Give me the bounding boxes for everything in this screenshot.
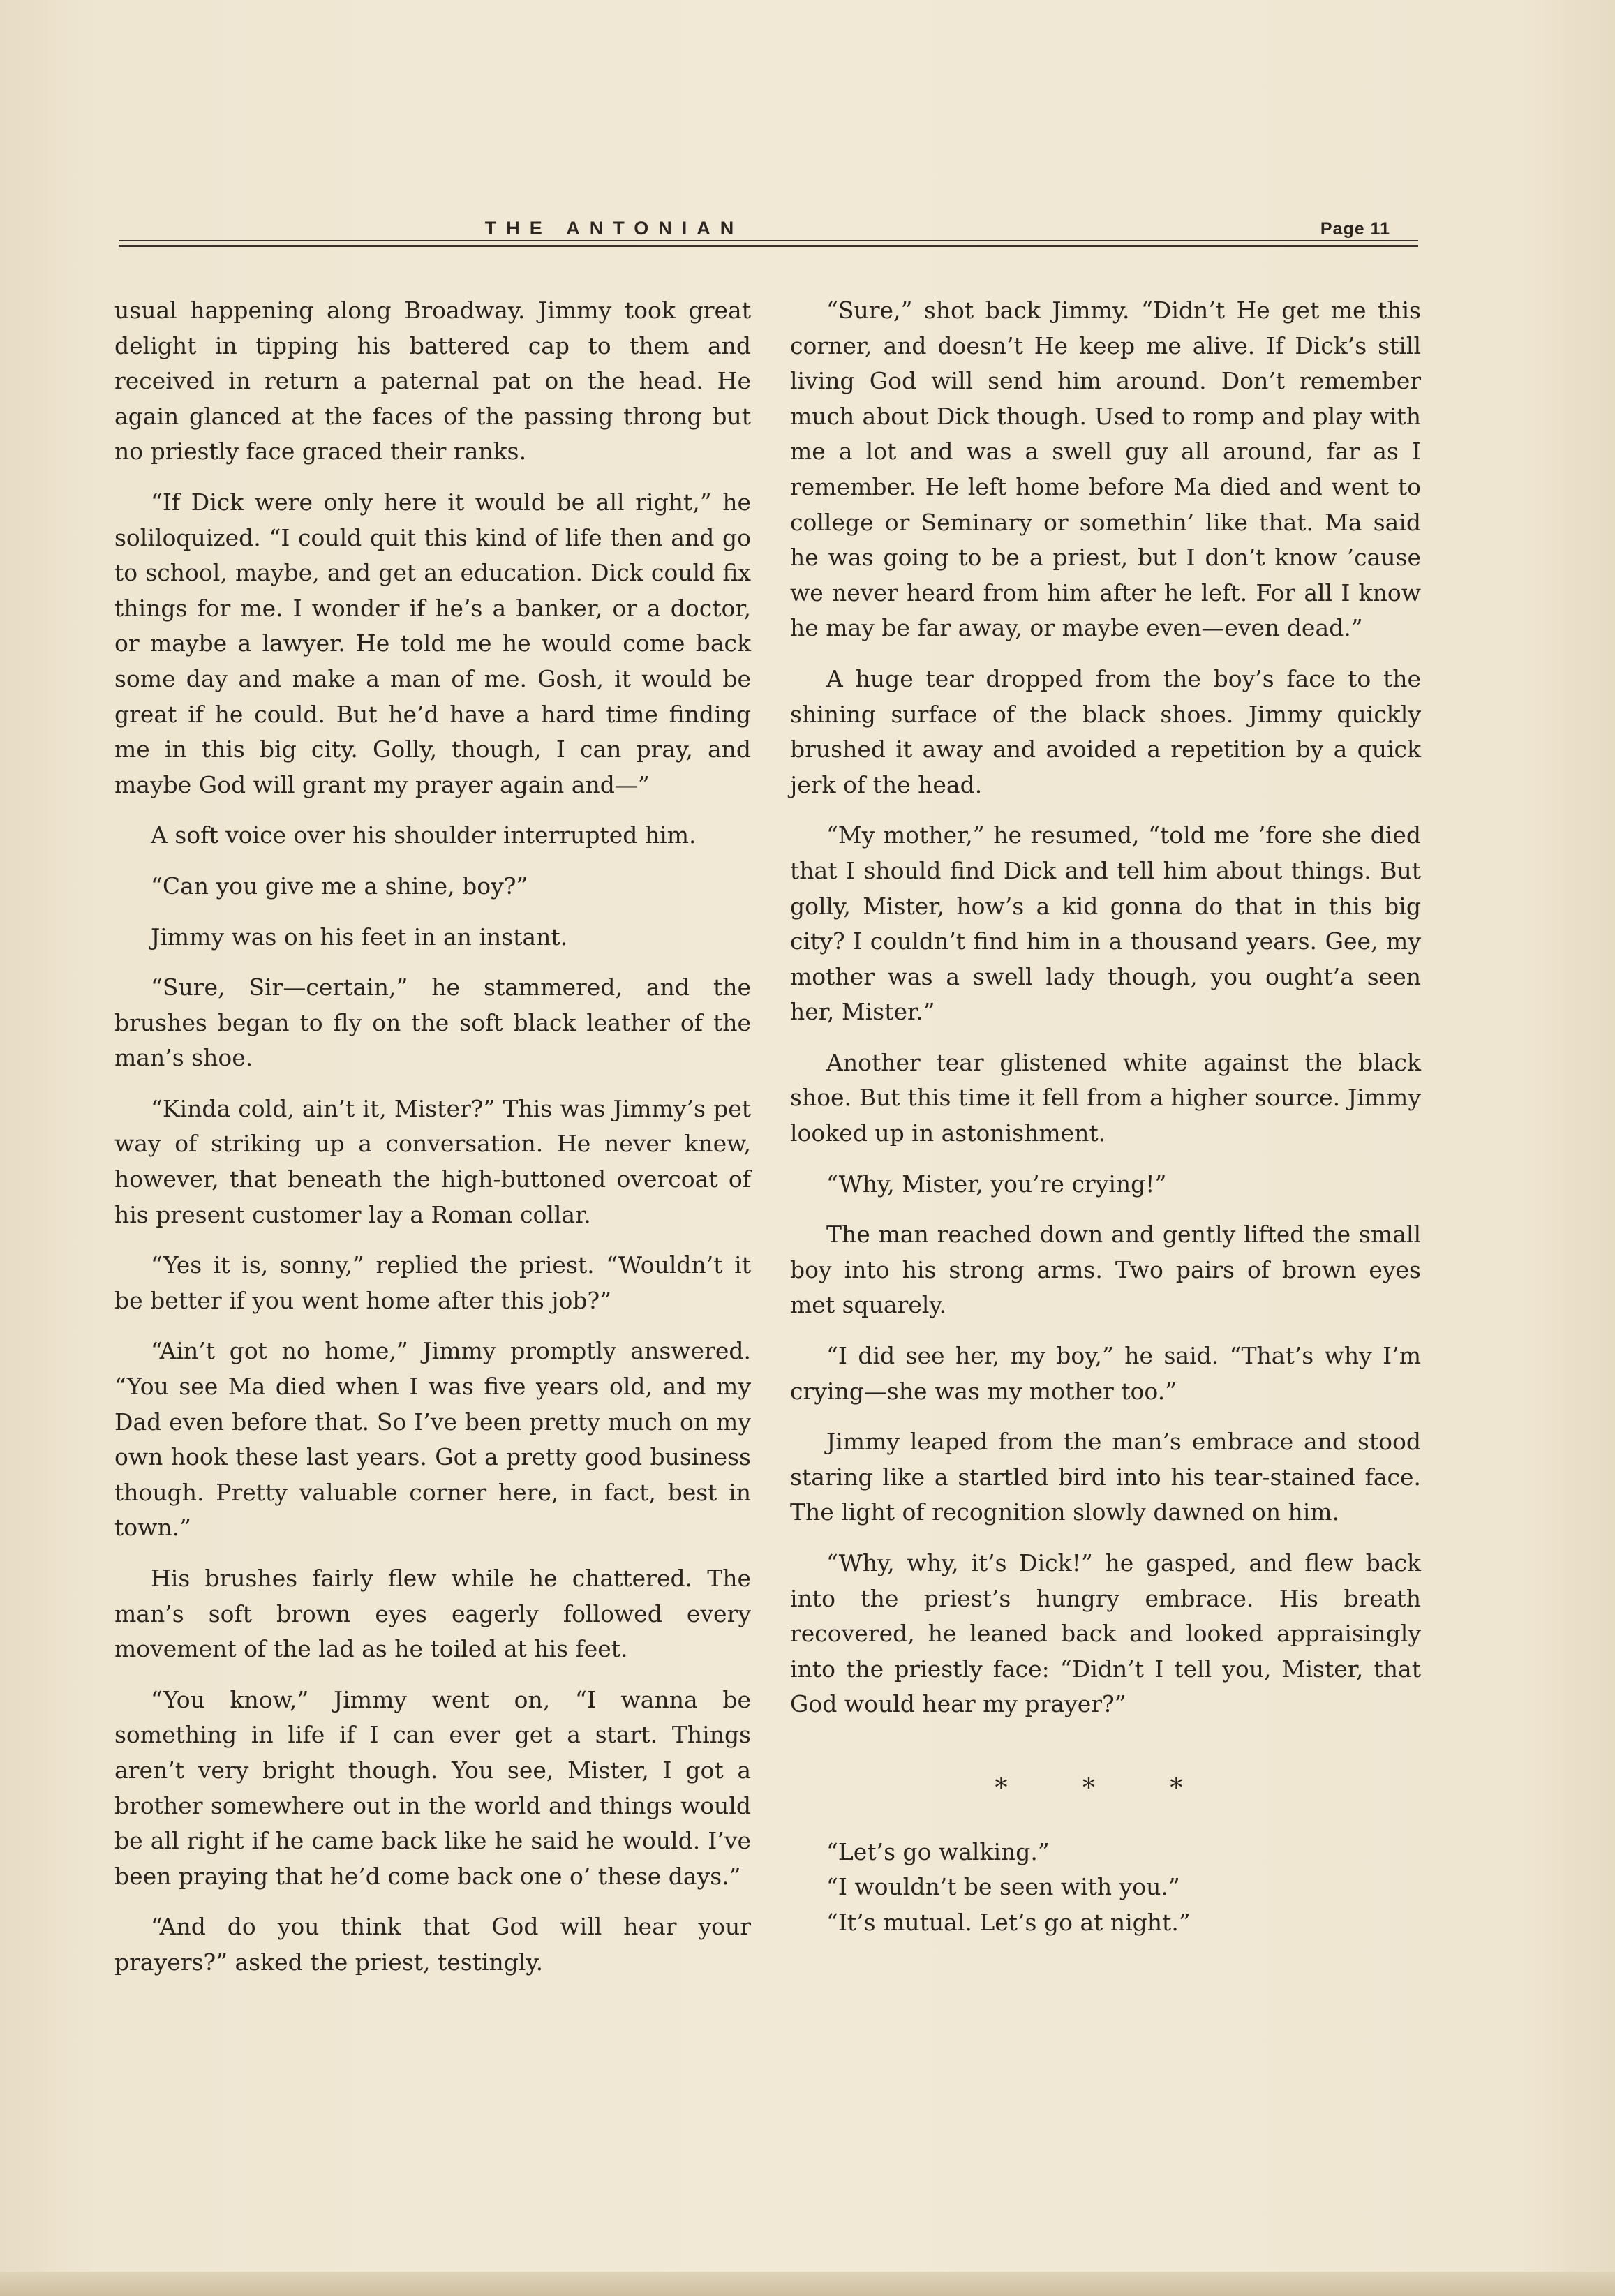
joke-line: “I wouldn’t be seen with you.” — [826, 1873, 1180, 1901]
left-column — [114, 293, 751, 1996]
paragraph: The man reached down and gently lifted the small boy into his strong arms. Two pairs of brown eyes met squarely. — [790, 1221, 1421, 1319]
joke-line: “It’s mutual. Let’s go at night.” — [826, 1908, 1191, 1936]
right-column — [790, 293, 1421, 1940]
paragraph: “And do you think that God will hear your prayers?” asked the priest, testingly. — [114, 1913, 751, 1976]
paragraph: “Ain’t got no home,” Jimmy promptly answered. “You see Ma died when I was five years old, and my Dad even before that. So I’ve been pretty much on my own hook these last years. Got a pretty good business though. Pretty valuable corner here, in fact, best in town.” — [114, 1337, 751, 1542]
paragraph: usual happening along Broadway. Jimmy took great delight in tipping his battered cap to them and received in return a paternal pat on the head. He again glanced at the faces of the passing throng but no priestly face graced their ranks. — [114, 297, 751, 465]
paragraph: “Why, why, it’s Dick!” he gasped, and flew back into the priest’s hungry embrace. His breath recovered, he leaned back and looked appraisingly into the priestly face: “Didn’t I tell you, Mister, that God would hear my prayer?” — [790, 1549, 1421, 1718]
paragraph: A soft voice over his shoulder interrupted him. — [151, 821, 697, 849]
paragraph: Jimmy leaped from the man’s embrace and stood staring like a startled bird into his tear-stained face. The light of recognition slowly dawned on him. — [790, 1428, 1421, 1526]
header-rule-thin — [119, 240, 1418, 241]
paragraph: “You know,” Jimmy went on, “I wanna be something in life if I can ever get a start. Things aren’t very bright though. You see, Mister, I got a brother somewhere out in the world and things would be all right if he came back like he said he would. I’ve been praying that he’d come back one o’ these days.” — [114, 1685, 751, 1890]
magazine-title: THE ANTONIAN — [484, 218, 744, 239]
header-rule-thick — [119, 245, 1418, 247]
running-header — [119, 209, 1418, 251]
joke-line: “Let’s go walking.” — [826, 1837, 1050, 1865]
paragraph: His brushes fairly flew while he chattered. The man’s soft brown eyes eagerly followed every movement of the lad as he toiled at his feet. — [114, 1565, 751, 1663]
paragraph: Another tear glistened white against the black shoe. But this time it fell from a higher source. Jimmy looked up in astonishment. — [790, 1048, 1421, 1147]
joke-block — [790, 1835, 1421, 1941]
paragraph: “If Dick were only here it would be all right,” he soliloquized. “I could quit this kind of life then and go to school, maybe, and get an education. Dick could fix things for me. I wonder if he’s a banker, or a doctor, or maybe a lawyer. He told me he would come back some day and make a man of me. Gosh, it would be great if he could. But he’d have a hard time finding me in this big city. Golly, though, I can pray, and maybe God will grant my prayer again and—” — [114, 488, 751, 798]
section-separator: * * * — [995, 1773, 1216, 1803]
paragraph: “Kinda cold, ain’t it, Mister?” This was Jimmy’s pet way of striking up a conversation. He never knew, however, that beneath the high-buttoned overcoat of his present customer lay a Roman collar. — [114, 1094, 751, 1228]
paragraph: “Yes it is, sonny,” replied the priest. “Wouldn’t it be better if you went home after this job?” — [114, 1251, 751, 1314]
page-number: Page 11 — [1320, 219, 1390, 239]
paragraph: “I did see her, my boy,” he said. “That’s why I’m crying—she was my mother too.” — [790, 1342, 1421, 1405]
paragraph: “My mother,” he resumed, “told me ’fore she died that I should find Dick and tell him about things. But golly, Mister, how’s a kid gonna do that in this big city? I couldn’t find him in a thousand years. Gee, my mother was a swell lady though, you ought’a seen her, Mister.” — [790, 821, 1421, 1026]
paragraph: “Sure, Sir—certain,” he stammered, and the brushes began to fly on the soft black leather of the man’s shoe. — [114, 974, 751, 1072]
paragraph: A huge tear dropped from the boy’s face to the shining surface of the black shoes. Jimmy quickly brushed it away and avoided a repetition by a quick jerk of the head. — [790, 664, 1421, 798]
paragraph: “Sure,” shot back Jimmy. “Didn’t He get me this corner, and doesn’t He keep me alive. If Dick’s still living God will send him around. Don’t remember much about Dick though. Used to romp and play with me a lot and was a swell guy all around, far as I remember. He left home before Ma died and went to college or Seminary or somethin’ like that. Ma said he was going to be a priest, but I don’t know ’cause we never heard from him after he left. For all I know he may be far away, or maybe even—even dead.” — [790, 297, 1421, 642]
paragraph: “Why, Mister, you’re crying!” — [826, 1170, 1167, 1198]
page-bottom-edge — [0, 2272, 1615, 2296]
paragraph: Jimmy was on his feet in an instant. — [151, 923, 568, 951]
paragraph: “Can you give me a shine, boy?” — [151, 872, 528, 900]
